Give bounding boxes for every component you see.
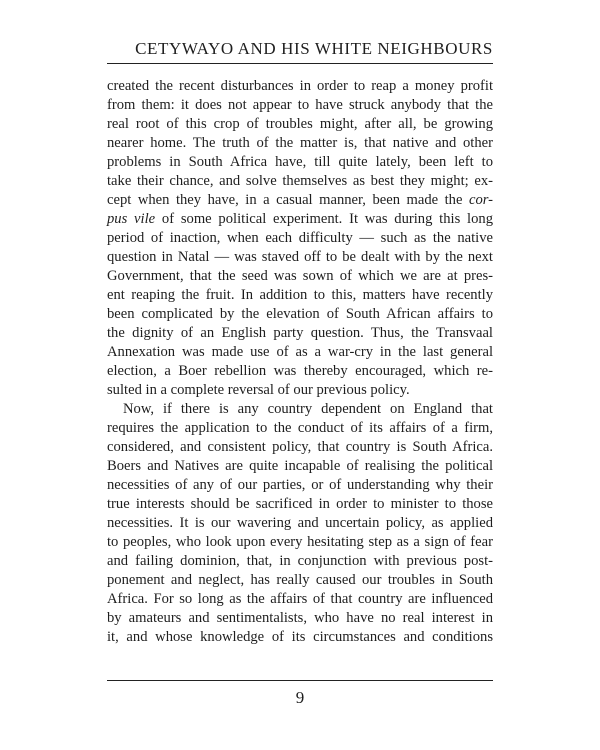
- text-line: period of inaction, when each difficulty — such as the native: [107, 230, 493, 246]
- running-head: CETYWAYO AND HIS WHITE NEIGHBOURS: [135, 39, 493, 58]
- text-line: [107, 210, 493, 229]
- text-line: it, and whose knowledge of its circumstances and conditions: [107, 629, 493, 645]
- italic-term: pus vile: [107, 211, 156, 227]
- text-line: the dignity of an English party question. Thus, the Transvaal: [107, 325, 493, 341]
- text-line: true interests should be sacrificed in order to minister to those: [107, 496, 493, 512]
- text-line: by amateurs and sentimentalists, who have no real interest in: [107, 610, 493, 626]
- text-line: take their chance, and solve themselves as best they might; ex-: [107, 173, 493, 189]
- text-line: Annexation was made use of as a war-cry in the last general: [107, 344, 493, 360]
- text-line: necessities of any of our parties, or of understanding why their: [107, 477, 493, 493]
- text-line: question in Natal — was staved off to be dealt with by the next: [107, 249, 493, 265]
- text-line: election, a Boer rebellion was thereby encouraged, which re-: [107, 363, 493, 379]
- text-line: real root of this crop of troubles might, after all, be growing: [107, 116, 493, 132]
- text-line: sulted in a complete reversal of our previous policy.: [107, 382, 410, 398]
- text-line: and failing dominion, that, in conjunction with previous post-: [107, 553, 493, 569]
- text-segment: of some political experiment. It was during this long: [155, 211, 493, 227]
- text-line: Africa. For so long as the affairs of that country are influenced: [107, 591, 493, 607]
- text-line: requires the application to the conduct of its affairs of a firm,: [107, 420, 493, 436]
- text-line: Now, if there is any country dependent on England that: [123, 401, 493, 417]
- header-rule: [107, 63, 493, 64]
- text-line: considered, and consistent policy, that country is South Africa.: [107, 439, 493, 455]
- text-line: ponement and neglect, has really caused our troubles in South: [107, 572, 493, 588]
- text-line: necessities. It is our wavering and uncertain policy, as applied: [107, 515, 493, 531]
- text-line: nearer home. The truth of the matter is, that native and other: [107, 135, 493, 151]
- page-number: 9: [295, 688, 305, 707]
- footer-rule: [107, 680, 493, 681]
- text-line: [107, 191, 493, 210]
- text-segment: cept when they have, in a casual manner, been made the: [107, 192, 469, 208]
- text-line: from them: it does not appear to have struck anybody that the: [107, 97, 493, 113]
- text-line: Government, that the seed was sown of which we are at pres-: [107, 268, 493, 284]
- text-line: created the recent disturbances in order to reap a money profit: [107, 78, 493, 94]
- text-line: problems in South Africa have, till quite lately, been left to: [107, 154, 493, 170]
- text-line: Boers and Natives are quite incapable of realising the political: [107, 458, 493, 474]
- text-line: ent reaping the fruit. In addition to this, matters have recently: [107, 287, 493, 303]
- text-line: to peoples, who look upon every hesitating step as a sign of fear: [107, 534, 493, 550]
- text-line: been complicated by the elevation of South African affairs to: [107, 306, 493, 322]
- italic-term: cor-: [468, 192, 493, 208]
- body-text: [107, 77, 493, 647]
